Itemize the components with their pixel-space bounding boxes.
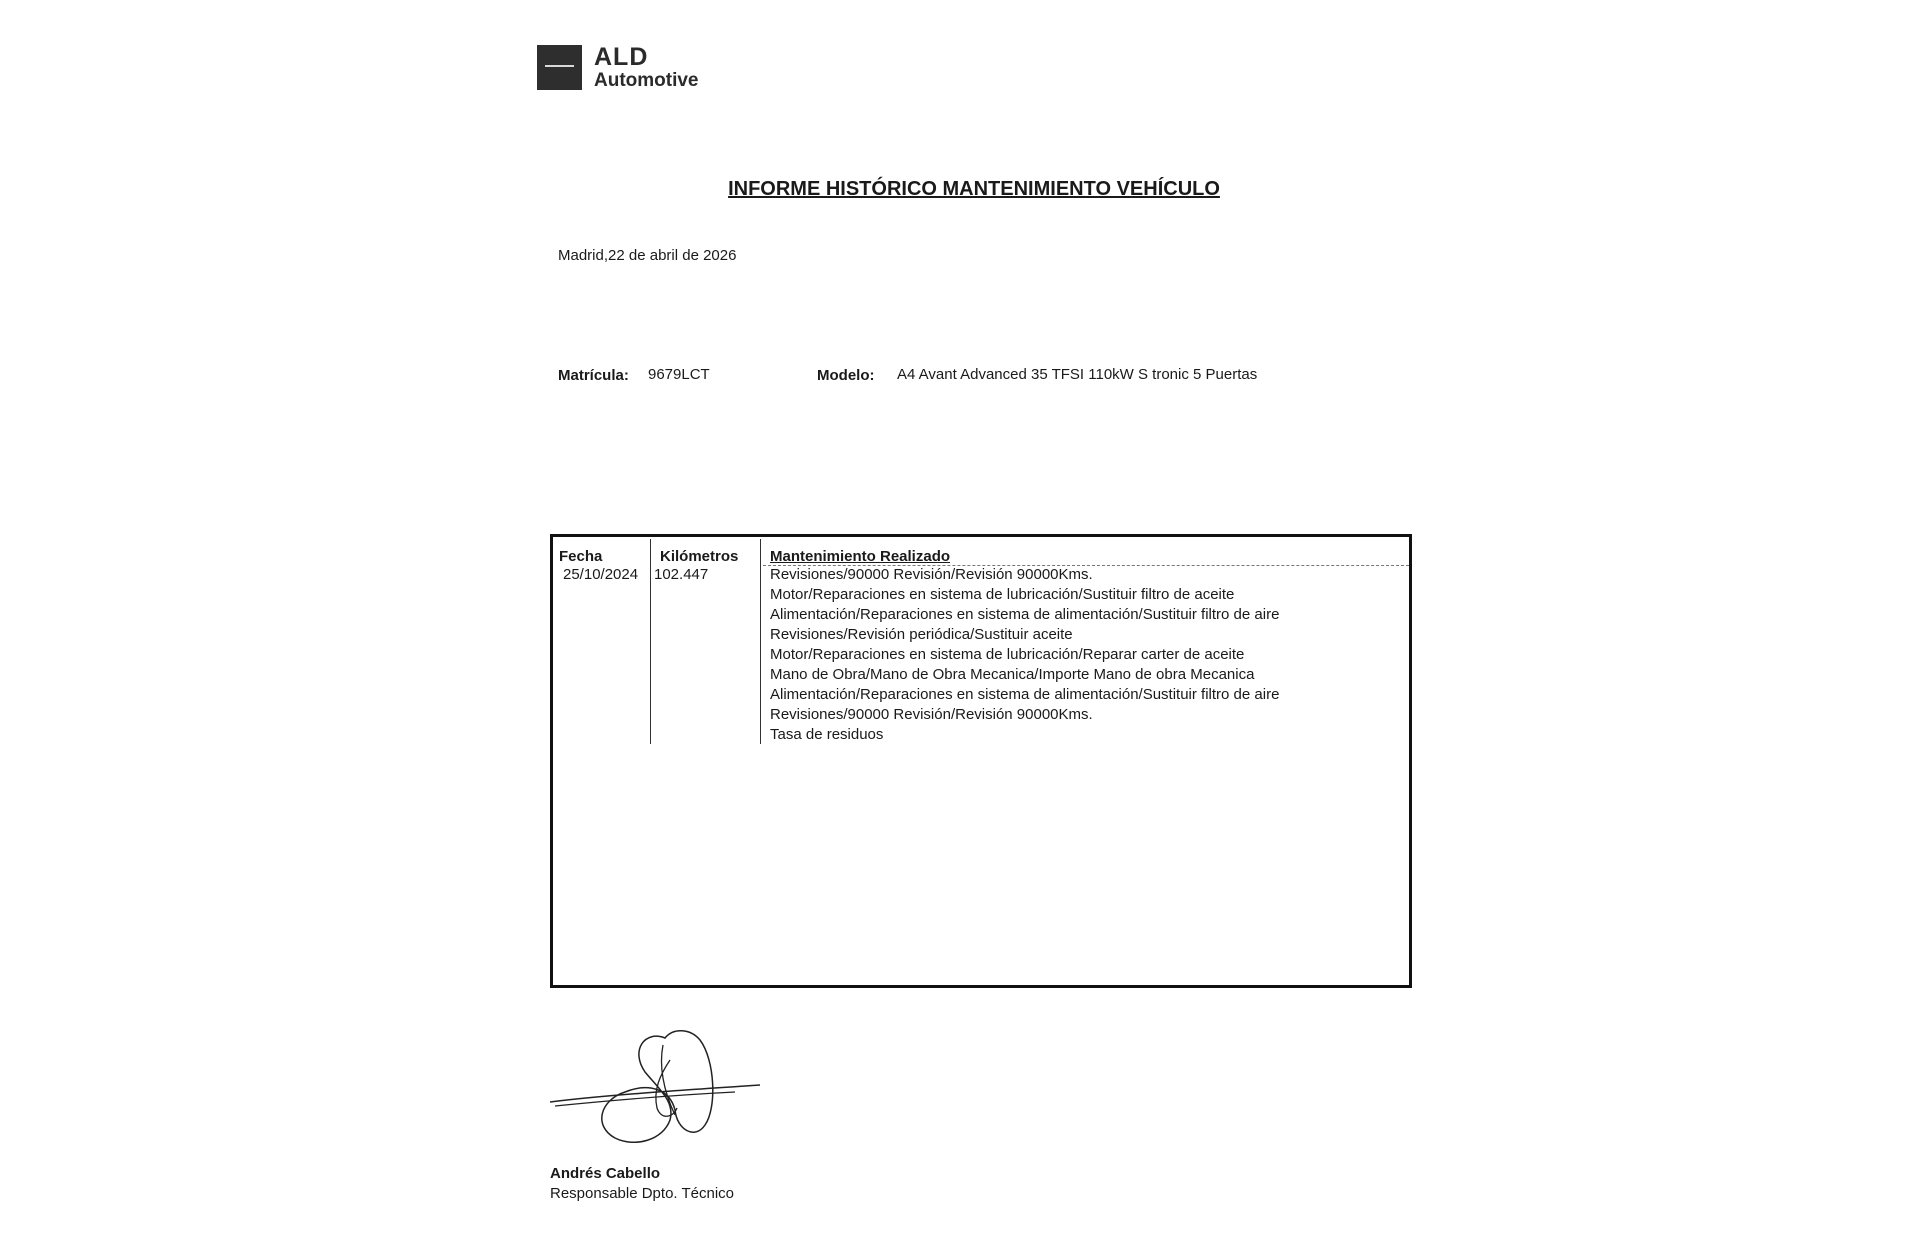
column-divider-km bbox=[760, 539, 761, 744]
place-date: Madrid,22 de abril de 2026 bbox=[558, 247, 737, 264]
signatory-name: Andrés Cabello bbox=[550, 1165, 661, 1182]
maintenance-table bbox=[550, 534, 1412, 988]
task-item: Motor/Reparaciones en sistema de lubricación/Sustituir filtro de aceite bbox=[770, 586, 1235, 603]
company-logo bbox=[537, 45, 699, 90]
model-value: A4 Avant Advanced 35 TFSI 110kW S tronic 5 Puertas bbox=[897, 366, 1258, 383]
logo-mark-icon bbox=[537, 45, 582, 90]
header-km: Kilómetros bbox=[660, 548, 739, 565]
model-label: Modelo: bbox=[817, 367, 875, 384]
task-item: Alimentación/Reparaciones en sistema de alimentación/Sustituir filtro de aire bbox=[770, 606, 1280, 623]
logo-line-2: Automotive bbox=[594, 70, 699, 91]
header-date: Fecha bbox=[559, 548, 603, 565]
row-date: 25/10/2024 bbox=[563, 566, 639, 583]
row-km: 102.447 bbox=[654, 566, 709, 583]
logo-text bbox=[594, 45, 699, 90]
task-item: Revisiones/90000 Revisión/Revisión 90000Kms. bbox=[770, 706, 1093, 723]
plate-label: Matrícula: bbox=[558, 367, 629, 384]
plate-value: 9679LCT bbox=[648, 366, 710, 383]
logo-line-1: ALD bbox=[594, 43, 649, 71]
column-divider-date bbox=[650, 539, 651, 744]
task-list bbox=[770, 565, 1279, 745]
signatory-role: Responsable Dpto. Técnico bbox=[550, 1185, 734, 1202]
task-item: Mano de Obra/Mano de Obra Mecanica/Importe Mano de obra Mecanica bbox=[770, 666, 1255, 683]
signature-icon bbox=[545, 1020, 785, 1160]
header-work: Mantenimiento Realizado bbox=[770, 548, 951, 565]
document-title: INFORME HISTÓRICO MANTENIMIENTO VEHÍCULO bbox=[728, 178, 1220, 200]
task-item: Motor/Reparaciones en sistema de lubricación/Reparar carter de aceite bbox=[770, 646, 1245, 663]
task-item: Revisiones/90000 Revisión/Revisión 90000Kms. bbox=[770, 566, 1093, 583]
task-item: Revisiones/Revisión periódica/Sustituir aceite bbox=[770, 626, 1073, 643]
task-item: Tasa de residuos bbox=[770, 726, 884, 743]
task-item: Alimentación/Reparaciones en sistema de alimentación/Sustituir filtro de aire bbox=[770, 686, 1280, 703]
